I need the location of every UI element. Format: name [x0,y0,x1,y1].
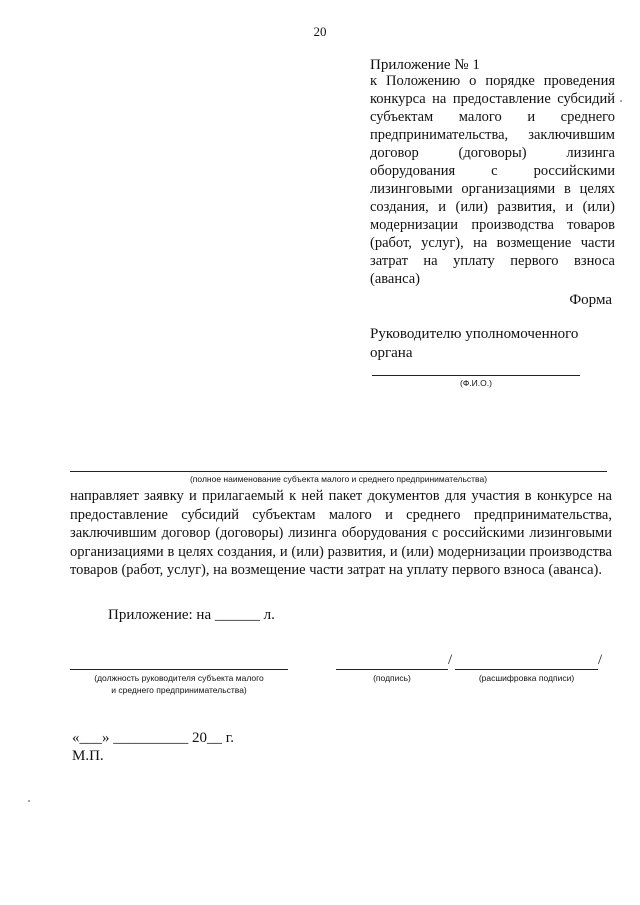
decoding-line [455,669,598,670]
fio-line [372,375,580,376]
position-line [70,669,288,670]
scan-dot [28,800,30,802]
signature-caption: (подпись) [373,673,411,683]
date-line: «___» __________ 20__ г. [72,730,234,746]
decoding-caption: (расшифровка подписи) [478,673,575,683]
position-caption-2: и среднего предпринимательства) [111,685,247,695]
signature-line [336,669,448,670]
addressee-text: Руководителю уполномоченного органа [370,326,579,361]
slash-end: / [598,652,603,668]
attachment-line: Приложение: на ______ л. [108,607,275,623]
position-caption-1: (должность руководителя субъекта малого [94,673,264,683]
scan-dot [620,100,622,102]
page-number: 20 [313,24,327,39]
appendix-body: к Положению о порядке проведения конкурса на предоставление субсидий субъектам малого и среднего предпринимательства, заключившим договор (договоры) лизинга оборудования с российскими лизинговыми организациями в целях создания, и (или) развития, и (или) модернизации производства товаров (работ, услуг), на возмещение части затрат на уплату первого взноса (аванса) [370,73,615,287]
fio-caption: (Ф.И.О.) [460,378,492,388]
entity-caption: (полное наименование субъекта малого и среднего предпринимательства) [189,474,488,484]
stamp-place: М.П. [72,748,104,764]
form-label: Форма [569,292,612,308]
main-text: направляет заявку и прилагаемый к ней пакет документов для участия в конкурсе на предоставление субсидий субъектам малого и среднего предпринимательства, заключившим договор (договоры) лизинга оборудования с российскими лизинговыми организациями в целях создания, и (или) развития, и (или) модернизации производства товаров (работ, услуг), на возмещение части затрат на уплату первого взноса (аванса). [70,488,612,578]
slash-separator: / [448,652,453,668]
appendix-title: Приложение № 1 [370,57,480,73]
entity-name-line [70,471,607,472]
